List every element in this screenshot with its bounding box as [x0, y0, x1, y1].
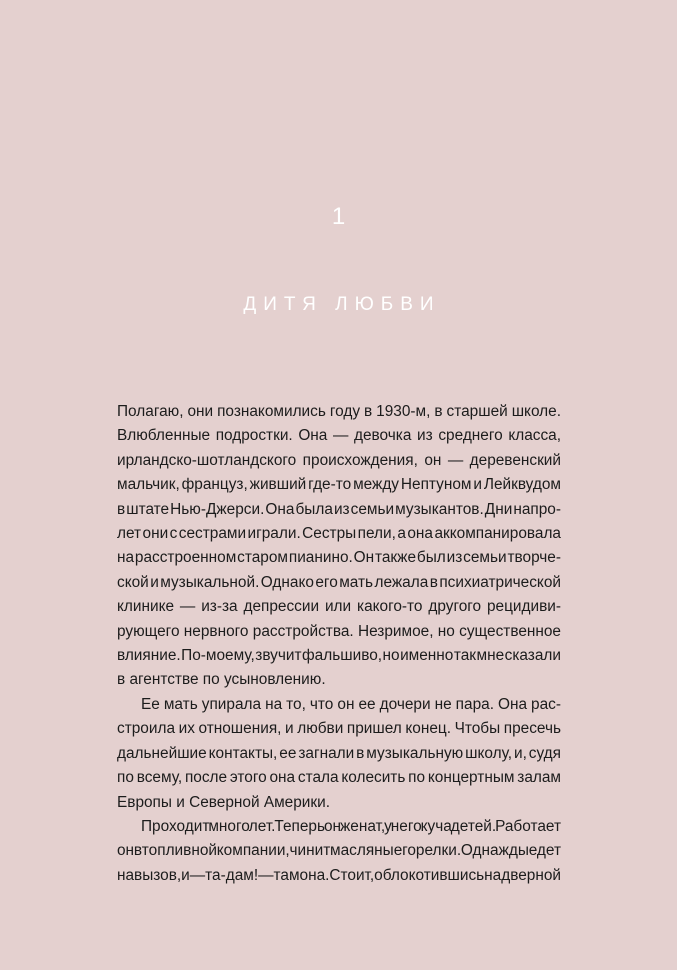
text-line: Ее мать упирала на то, что он ее дочери не пара. Она рас- — [141, 695, 561, 713]
text-line: ской и музыкальной. Однако его мать лежала в психиатрической — [117, 573, 561, 591]
text-line: влияние. По-моему, звучит фальшиво, но именно так мне сказали — [117, 647, 561, 665]
body-text — [117, 400, 561, 888]
text-line: в штате Нью-Джерси. Она была из семьи музыкантов. Дни напро- — [117, 500, 561, 518]
text-line: ирландско-шотландского происхождения, он — деревенский — [117, 451, 561, 469]
text-line: дальнейшие контакты, ее загнали в музыкальную школу, и, судя — [117, 744, 561, 762]
chapter-number: 1 — [331, 203, 346, 230]
text-line: Влюбленные подростки. Она — девочка из среднего класса, — [117, 427, 561, 445]
text-line: по всему, после этого она стала колесить по концертным залам — [117, 769, 561, 787]
text-line: в агентстве по усыновлению. — [117, 671, 326, 689]
text-line: лет они с сестрами играли. Сестры пели, а она аккомпанировала — [117, 525, 561, 543]
text-line: Полагаю, они познакомились году в 1930-м, в старшей школе. — [117, 403, 561, 420]
text-line: клинике — из-за депрессии или какого-то другого рецидиви- — [117, 598, 561, 616]
text-line: он в топливной компании, чинит масляные горелки. Однажды едет — [117, 842, 561, 860]
text-line: на расстроенном старом пианино. Он также был из семьи творче- — [117, 549, 561, 567]
text-line: на вызов, и — та-дам! — там она. Стоит, облокотившись на дверной — [117, 866, 561, 884]
paragraph-1 — [117, 400, 561, 693]
paragraph-3 — [117, 815, 561, 888]
text-line: строила их отношения, и любви пришел конец. Чтобы пресечь — [117, 720, 561, 738]
text-line: Проходит много лет. Теперь он женат, у него куча детей. Работает — [141, 817, 561, 835]
paragraph-2 — [117, 693, 561, 815]
chapter-title: ДИТЯ ЛЮБВИ — [243, 294, 441, 315]
text-line: Европы и Северной Америки. — [117, 793, 331, 811]
text-line: рующего нервного расстройства. Незримое, но существенное — [117, 622, 561, 640]
text-line: мальчик, француз, живший где-то между Нептуном и Лейквудом — [117, 476, 561, 494]
